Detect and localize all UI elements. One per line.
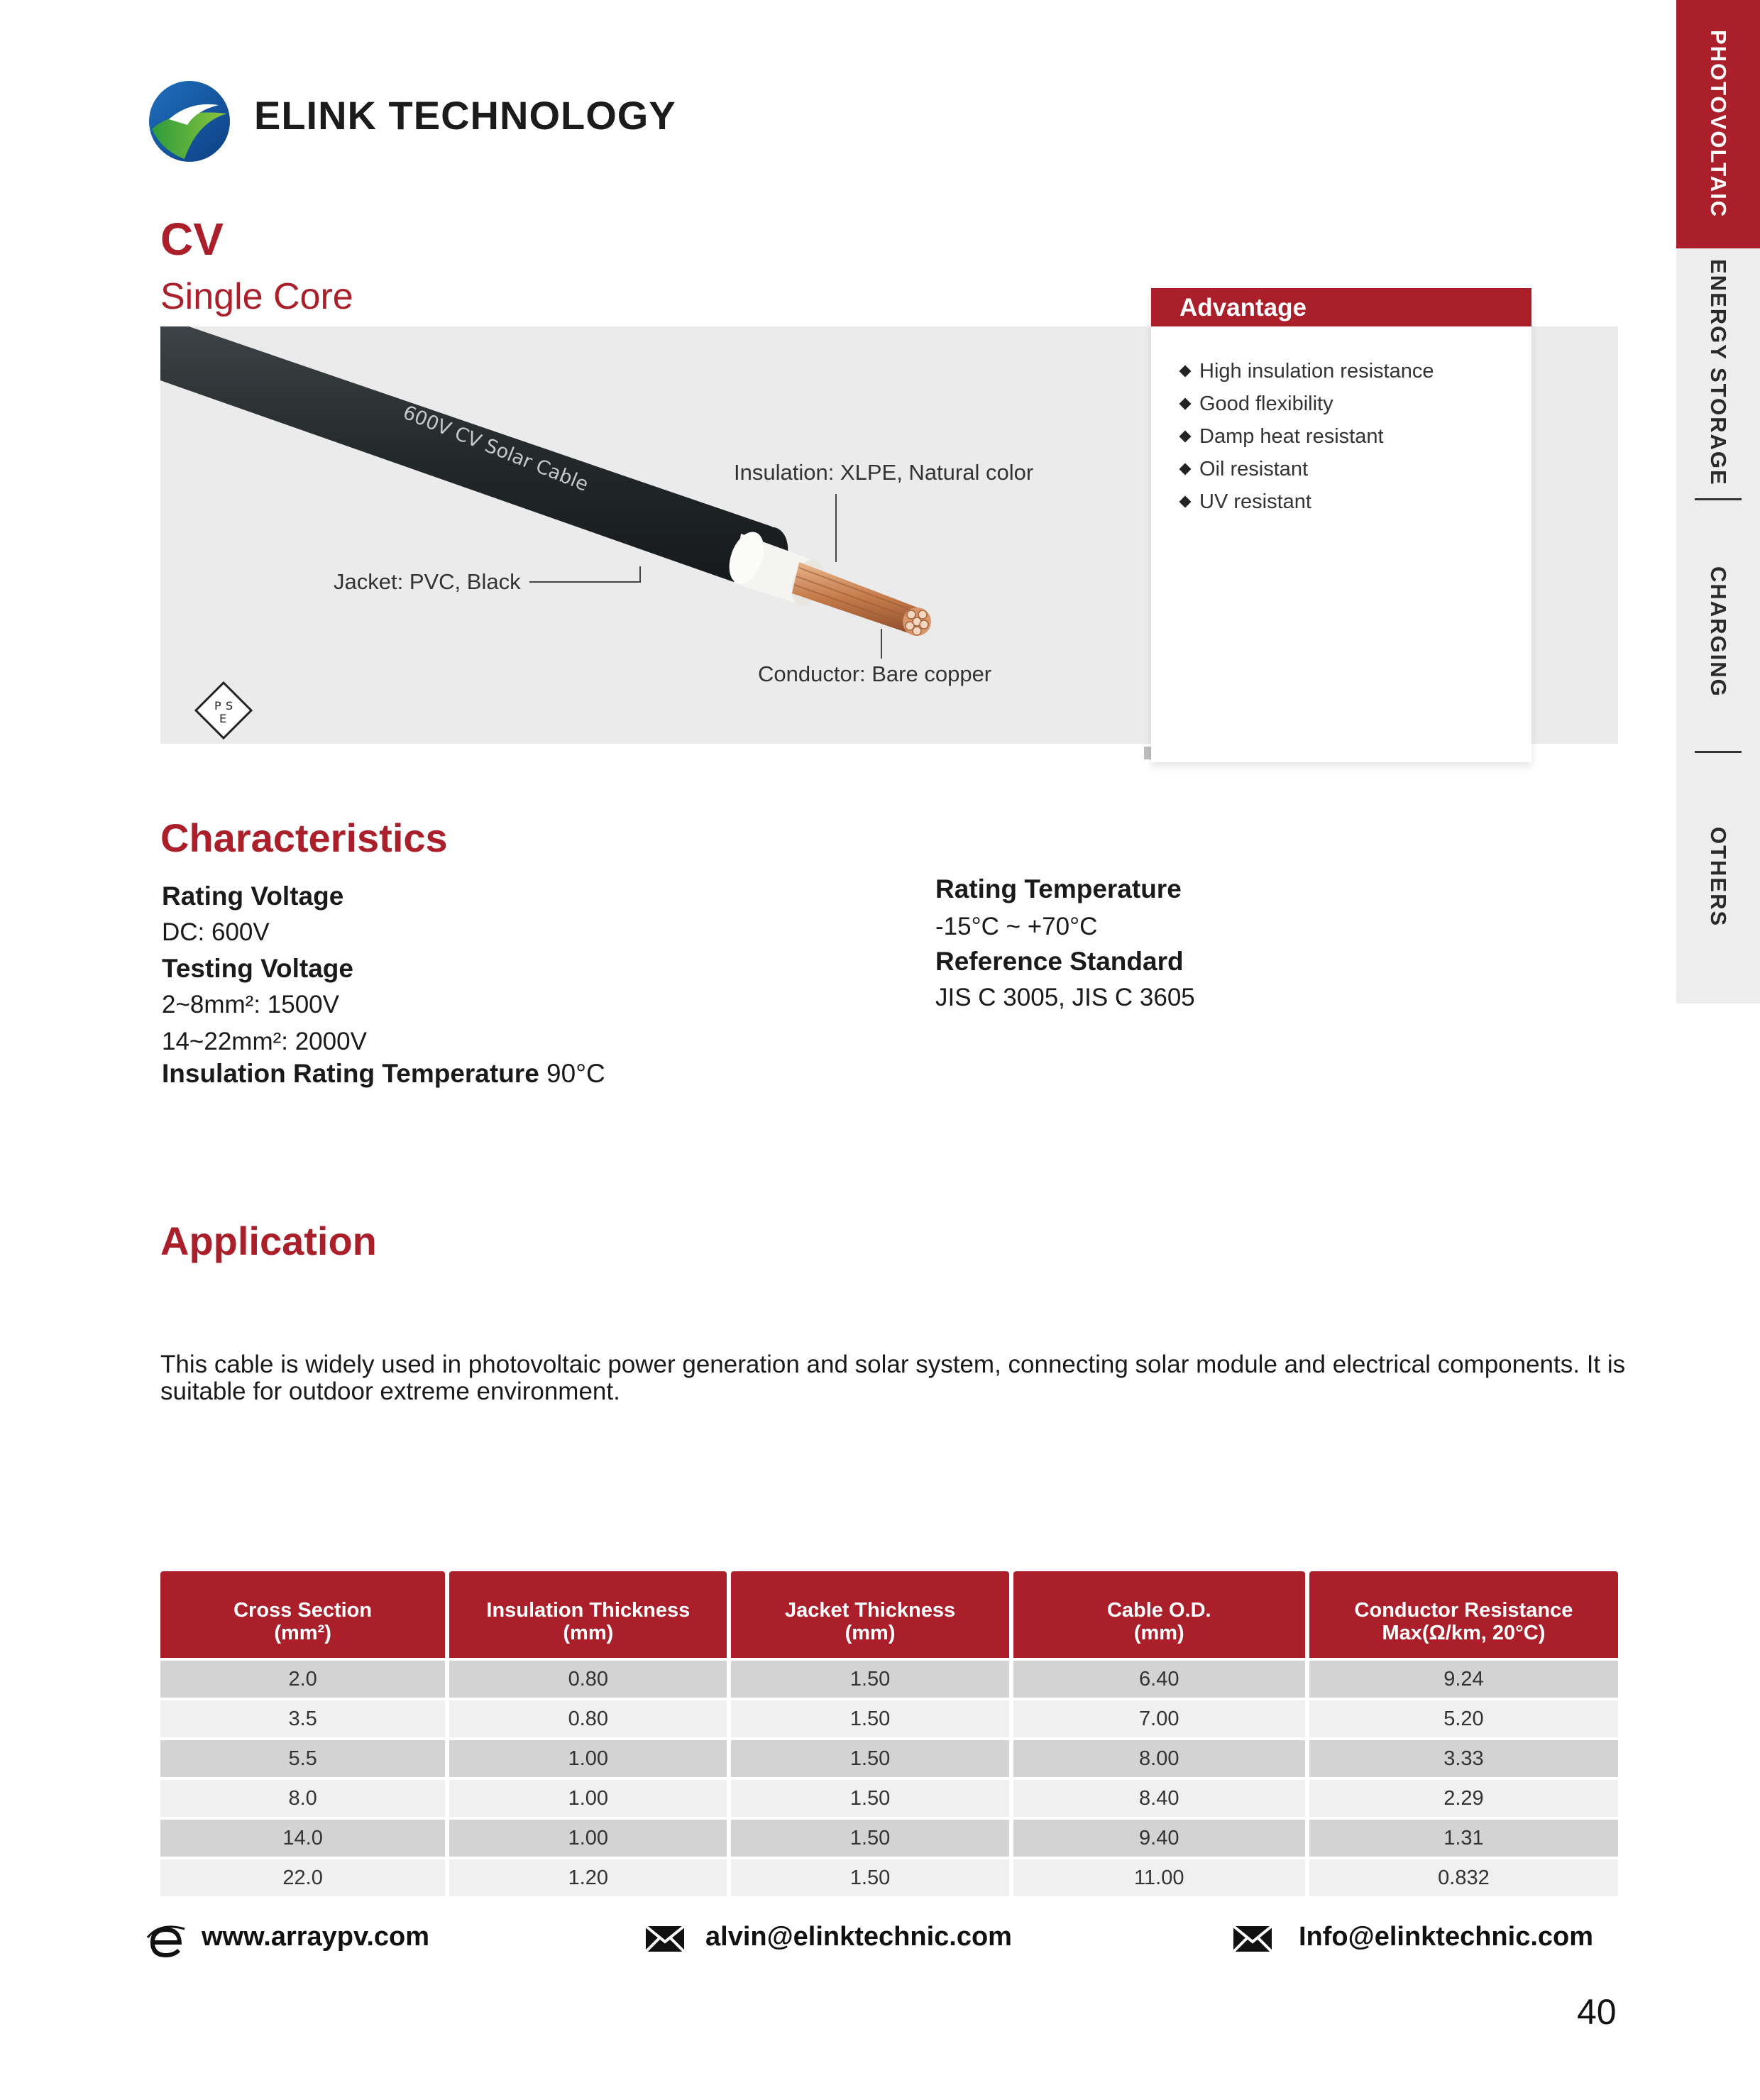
application-text: This cable is widely used in photovoltaic power generation and solar system, connecting solar module and electrical components. It is suitable for outdoor extreme environment. bbox=[160, 1351, 1626, 1405]
footer-email-alvin[interactable]: alvin@elinktechnic.com bbox=[705, 1922, 1012, 1952]
table-header-cell: Cable O.D. (mm) bbox=[1013, 1571, 1305, 1658]
pse-mark-icon bbox=[193, 680, 254, 741]
table-cell: 0.80 bbox=[449, 1661, 727, 1698]
rating-voltage-label: Rating Voltage bbox=[162, 881, 344, 911]
table-cell: 3.5 bbox=[160, 1700, 445, 1737]
advantage-item: Oil resistant bbox=[1181, 453, 1531, 485]
table-cell: 1.20 bbox=[449, 1859, 727, 1896]
svg-text:E: E bbox=[219, 712, 227, 725]
company-logo-icon bbox=[148, 79, 231, 163]
table-cell: 1.50 bbox=[731, 1780, 1008, 1817]
advantage-item: High insulation resistance bbox=[1181, 355, 1531, 387]
insulation-temp-value: 90°C bbox=[539, 1059, 605, 1088]
reference-standard-value: JIS C 3005, JIS C 3605 bbox=[935, 984, 1195, 1011]
svg-text:P: P bbox=[214, 699, 221, 713]
table-cell: 8.40 bbox=[1013, 1780, 1305, 1817]
callout-jacket: Jacket: PVC, Black bbox=[334, 569, 521, 594]
table-cell: 1.00 bbox=[449, 1740, 727, 1777]
advantage-list bbox=[1151, 326, 1531, 518]
table-header-cell: Conductor Resistance Max(Ω/km, 20°C) bbox=[1309, 1571, 1618, 1658]
table-header-cell: Jacket Thickness (mm) bbox=[731, 1571, 1008, 1658]
characteristics-heading: Characteristics bbox=[160, 815, 448, 860]
table-cell: 5.5 bbox=[160, 1740, 445, 1777]
table-header-cell: Insulation Thickness (mm) bbox=[449, 1571, 727, 1658]
table-cell: 0.832 bbox=[1309, 1859, 1618, 1896]
advantage-box bbox=[1151, 288, 1531, 762]
table-cell: 7.00 bbox=[1013, 1700, 1305, 1737]
category-tabs bbox=[1676, 0, 1760, 1004]
bullet-icon bbox=[1179, 496, 1192, 508]
bullet-icon bbox=[1179, 463, 1192, 475]
rating-voltage-value: DC: 600V bbox=[162, 918, 270, 946]
testing-voltage-value-1: 2~8mm²: 1500V bbox=[162, 991, 339, 1018]
table-cell: 1.50 bbox=[731, 1859, 1008, 1896]
callout-conductor: Conductor: Bare copper bbox=[758, 661, 992, 686]
table-cell: 11.00 bbox=[1013, 1859, 1305, 1896]
advantage-item: Good flexibility bbox=[1181, 387, 1531, 420]
table-cell: 1.50 bbox=[731, 1820, 1008, 1857]
table-cell: 1.00 bbox=[449, 1820, 727, 1857]
tab-energy-storage[interactable]: ENERGY STORAGE bbox=[1706, 259, 1731, 486]
product-subtitle: Single Core bbox=[160, 276, 353, 317]
tab-divider bbox=[1695, 498, 1742, 500]
tab-charging[interactable]: CHARGING bbox=[1706, 566, 1731, 698]
table-row bbox=[160, 1780, 1618, 1817]
table-cell: 5.20 bbox=[1309, 1700, 1618, 1737]
testing-voltage-label: Testing Voltage bbox=[162, 954, 353, 983]
table-cell: 0.80 bbox=[449, 1700, 727, 1737]
browser-e-icon bbox=[146, 1923, 186, 1959]
rating-temp-label: Rating Temperature bbox=[935, 874, 1182, 903]
table-header-row bbox=[160, 1571, 1618, 1658]
table-row bbox=[160, 1820, 1618, 1857]
table-cell: 3.33 bbox=[1309, 1740, 1618, 1777]
bullet-icon bbox=[1179, 431, 1192, 443]
table-header-cell: Cross Section (mm²) bbox=[160, 1571, 445, 1658]
testing-voltage-value-2: 14~22mm²: 2000V bbox=[162, 1028, 367, 1055]
table-cell: 1.50 bbox=[731, 1740, 1008, 1777]
table-cell: 1.50 bbox=[731, 1700, 1008, 1737]
tab-photovoltaic[interactable]: PHOTOVOLTAIC bbox=[1676, 0, 1760, 248]
table-row bbox=[160, 1661, 1618, 1698]
page-number: 40 bbox=[1577, 1992, 1617, 2032]
advantage-item: UV resistant bbox=[1181, 485, 1531, 518]
tab-others[interactable]: OTHERS bbox=[1706, 827, 1731, 928]
table-cell: 2.29 bbox=[1309, 1780, 1618, 1817]
table-cell: 8.00 bbox=[1013, 1740, 1305, 1777]
table-cell: 1.00 bbox=[449, 1780, 727, 1817]
application-heading: Application bbox=[160, 1219, 377, 1263]
advantage-heading: Advantage bbox=[1151, 288, 1531, 326]
table-cell: 22.0 bbox=[160, 1859, 445, 1896]
table-cell: 8.0 bbox=[160, 1780, 445, 1817]
table-row bbox=[160, 1740, 1618, 1777]
table-cell: 1.31 bbox=[1309, 1820, 1618, 1857]
table-cell: 9.40 bbox=[1013, 1820, 1305, 1857]
bullet-icon bbox=[1179, 365, 1192, 378]
table-cell: 2.0 bbox=[160, 1661, 445, 1698]
insulation-temp-label: Insulation Rating Temperature bbox=[162, 1059, 539, 1088]
table-row bbox=[160, 1859, 1618, 1896]
bullet-icon bbox=[1179, 398, 1192, 410]
spec-table bbox=[160, 1571, 1618, 1896]
table-row bbox=[160, 1700, 1618, 1737]
callout-insulation: Insulation: XLPE, Natural color bbox=[734, 460, 1034, 485]
advantage-item: Damp heat resistant bbox=[1181, 420, 1531, 453]
rating-temp-value: -15°C ~ +70°C bbox=[935, 913, 1098, 940]
tab-divider bbox=[1695, 751, 1742, 753]
table-cell: 14.0 bbox=[160, 1820, 445, 1857]
brand-name: ELINK TECHNOLOGY bbox=[254, 93, 676, 138]
product-title: CV bbox=[160, 214, 224, 265]
table-cell: 6.40 bbox=[1013, 1661, 1305, 1698]
mail-icon bbox=[644, 1923, 686, 1955]
reference-standard-label: Reference Standard bbox=[935, 947, 1184, 976]
table-cell: 1.50 bbox=[731, 1661, 1008, 1698]
svg-text:S: S bbox=[226, 699, 233, 713]
footer-email-info[interactable]: Info@elinktechnic.com bbox=[1299, 1922, 1594, 1952]
footer-website-link[interactable]: www.arraypv.com bbox=[202, 1922, 430, 1952]
cable-print-text: 600V CV Solar Cable bbox=[400, 401, 592, 496]
mail-icon bbox=[1232, 1923, 1273, 1955]
insulation-temp bbox=[162, 1059, 605, 1089]
table-cell: 9.24 bbox=[1309, 1661, 1618, 1698]
